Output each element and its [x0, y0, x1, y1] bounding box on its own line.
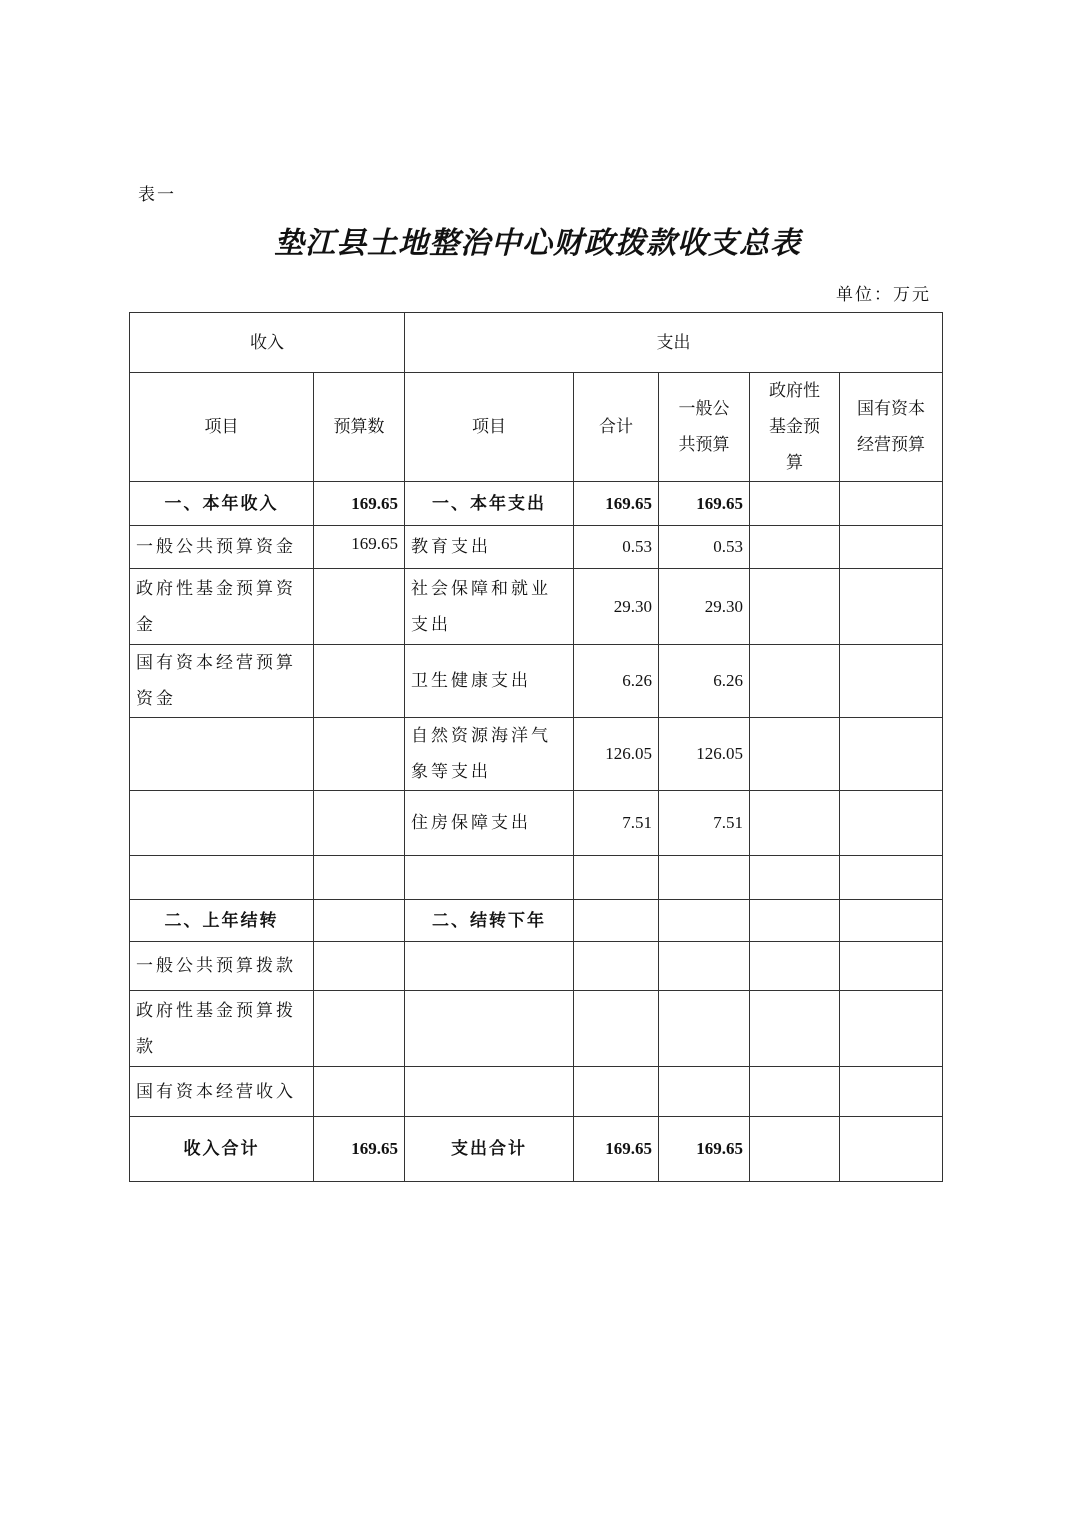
general-budget-cell	[659, 900, 750, 942]
income-item-header: 项目	[130, 373, 314, 482]
income-value-cell: 169.65	[314, 482, 405, 526]
table-row	[130, 482, 943, 526]
income-value-cell	[314, 645, 405, 718]
general-budget-cell	[659, 991, 750, 1067]
gov-fund-cell	[750, 645, 840, 718]
gov-fund-cell	[750, 482, 840, 526]
gov-fund-cell	[750, 791, 840, 856]
total-header: 合计	[574, 373, 659, 482]
total-cell: 169.65	[574, 482, 659, 526]
state-capital-cell	[840, 791, 943, 856]
income-value-cell: 169.65	[314, 526, 405, 569]
income-item-cell	[130, 718, 314, 791]
total-cell: 0.53	[574, 526, 659, 569]
state-capital-cell	[840, 856, 943, 900]
expense-item-cell: 教育支出	[405, 526, 574, 569]
income-value-cell	[314, 991, 405, 1067]
unit-label: 单位：万元	[836, 285, 931, 305]
total-cell	[574, 900, 659, 942]
table-row	[130, 942, 943, 991]
general-budget-header: 一般公共预算	[659, 373, 750, 482]
state-capital-cell	[840, 718, 943, 791]
expense-item-cell: 自然资源海洋气象等支出	[405, 718, 574, 791]
income-item-cell: 政府性基金预算拨款	[130, 991, 314, 1067]
gov-fund-cell	[750, 1117, 840, 1182]
expense-item-cell	[405, 942, 574, 991]
general-budget-cell: 126.05	[659, 718, 750, 791]
table-row	[130, 856, 943, 900]
income-value-cell	[314, 856, 405, 900]
expense-item-cell: 支出合计	[405, 1117, 574, 1182]
general-budget-cell: 7.51	[659, 791, 750, 856]
gov-fund-cell	[750, 718, 840, 791]
state-capital-cell	[840, 569, 943, 645]
income-header: 收入	[130, 313, 405, 373]
general-budget-cell: 29.30	[659, 569, 750, 645]
total-cell	[574, 942, 659, 991]
income-value-cell	[314, 900, 405, 942]
table-label: 表一	[138, 185, 176, 205]
expense-item-header: 项目	[405, 373, 574, 482]
general-budget-cell	[659, 856, 750, 900]
finance-summary-table	[129, 312, 943, 1182]
income-item-cell: 收入合计	[130, 1117, 314, 1182]
income-value-cell	[314, 942, 405, 991]
expense-item-cell: 二、结转下年	[405, 900, 574, 942]
income-item-cell: 二、上年结转	[130, 900, 314, 942]
table-row	[130, 569, 943, 645]
total-cell	[574, 856, 659, 900]
income-budget-header: 预算数	[314, 373, 405, 482]
expense-item-cell: 卫生健康支出	[405, 645, 574, 718]
gov-fund-cell	[750, 991, 840, 1067]
income-value-cell	[314, 718, 405, 791]
state-capital-cell	[840, 942, 943, 991]
general-budget-cell: 6.26	[659, 645, 750, 718]
total-cell: 169.65	[574, 1117, 659, 1182]
gov-fund-header: 政府性基金预算	[750, 373, 840, 482]
gov-fund-cell	[750, 900, 840, 942]
table-row	[130, 645, 943, 718]
table-row	[130, 526, 943, 569]
income-item-cell	[130, 791, 314, 856]
total-cell: 126.05	[574, 718, 659, 791]
general-budget-cell: 0.53	[659, 526, 750, 569]
total-cell	[574, 991, 659, 1067]
general-budget-cell: 169.65	[659, 482, 750, 526]
table-row	[130, 991, 943, 1067]
expense-item-cell	[405, 1067, 574, 1117]
state-capital-cell	[840, 900, 943, 942]
general-budget-cell: 169.65	[659, 1117, 750, 1182]
state-capital-cell	[840, 1067, 943, 1117]
table-row	[130, 1117, 943, 1182]
total-cell	[574, 1067, 659, 1117]
income-item-cell	[130, 856, 314, 900]
income-value-cell	[314, 1067, 405, 1117]
expense-item-cell: 住房保障支出	[405, 791, 574, 856]
income-item-cell: 一般公共预算拨款	[130, 942, 314, 991]
state-capital-cell	[840, 526, 943, 569]
income-item-cell: 一、本年收入	[130, 482, 314, 526]
total-cell: 7.51	[574, 791, 659, 856]
income-value-cell: 169.65	[314, 1117, 405, 1182]
expense-item-cell: 社会保障和就业支出	[405, 569, 574, 645]
gov-fund-cell	[750, 856, 840, 900]
gov-fund-cell	[750, 942, 840, 991]
page-title: 垫江县土地整治中心财政拨款收支总表	[274, 226, 801, 261]
total-cell: 6.26	[574, 645, 659, 718]
table-row	[130, 900, 943, 942]
income-item-cell: 国有资本经营预算资金	[130, 645, 314, 718]
expense-item-cell: 一、本年支出	[405, 482, 574, 526]
table-body	[130, 482, 943, 1182]
state-capital-cell	[840, 991, 943, 1067]
gov-fund-cell	[750, 526, 840, 569]
income-item-cell: 一般公共预算资金	[130, 526, 314, 569]
table-row	[130, 791, 943, 856]
state-capital-header: 国有资本经营预算	[840, 373, 943, 482]
expense-item-cell	[405, 991, 574, 1067]
table-row	[130, 1067, 943, 1117]
state-capital-cell	[840, 1117, 943, 1182]
gov-fund-cell	[750, 569, 840, 645]
income-item-cell: 国有资本经营收入	[130, 1067, 314, 1117]
income-value-cell	[314, 791, 405, 856]
income-value-cell	[314, 569, 405, 645]
general-budget-cell	[659, 942, 750, 991]
state-capital-cell	[840, 645, 943, 718]
state-capital-cell	[840, 482, 943, 526]
gov-fund-cell	[750, 1067, 840, 1117]
income-item-cell: 政府性基金预算资金	[130, 569, 314, 645]
expense-item-cell	[405, 856, 574, 900]
total-cell: 29.30	[574, 569, 659, 645]
general-budget-cell	[659, 1067, 750, 1117]
expense-header: 支出	[405, 313, 943, 373]
table-row	[130, 718, 943, 791]
